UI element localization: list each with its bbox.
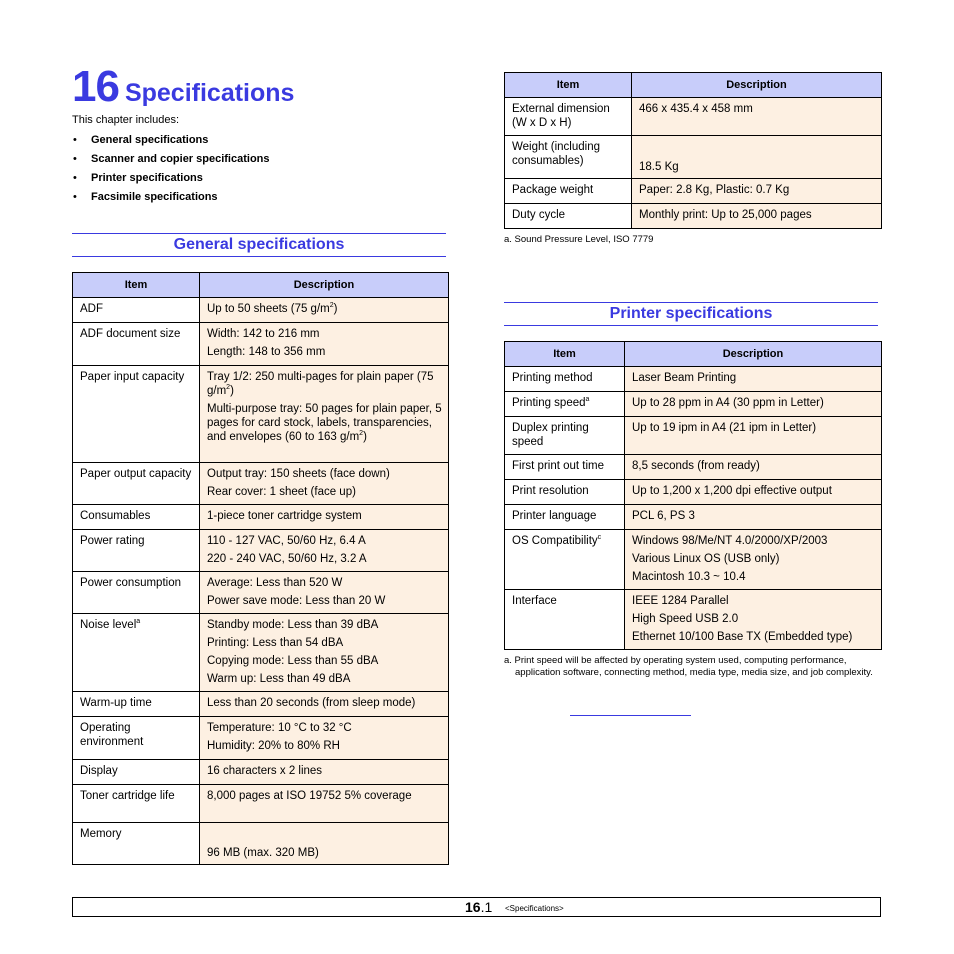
printer-specs-table — [504, 341, 882, 650]
item-cell: Consumables — [73, 505, 200, 530]
item-cell: Printing speed$^a$ — [505, 392, 625, 417]
table-row — [73, 692, 449, 717]
column-header-item: Item — [73, 273, 200, 298]
description-cell: 110 - 127 VAC, 50/60 Hz, 6.4 A 220 - 240 VAC, 50/60 Hz, 3.2 A — [200, 530, 449, 572]
table-row — [73, 717, 449, 760]
item-cell: ADF document size — [73, 323, 200, 366]
table-row — [505, 136, 882, 179]
description-cell: Tray 1/2: 250 multi-pages for plain paper (75 $g/m^2$) Multi-purpose tray: 50 pages for plain paper, 5 pages for card stock, labels, transparencies, and envelopes (60 to 163 $g/m^2$) — [200, 366, 449, 463]
table-row — [73, 505, 449, 530]
item-cell: Power consumption — [73, 572, 200, 614]
table-row — [505, 480, 882, 505]
table-row — [505, 590, 882, 650]
description-cell: 18.5 Kg — [632, 136, 882, 179]
description-cell: 466 x 435.4 x 458 mm — [632, 98, 882, 136]
toc-item[interactable]: • Facsimile specifications — [72, 188, 270, 207]
description-cell: Paper: 2.8 Kg, Plastic: 0.7 Kg — [632, 179, 882, 204]
footer-chapter-tag: <Specifications> — [505, 904, 564, 913]
footnote: a. Print speed will be affected by operating system used, computing performance, application software, connecting method, media type, media size, and job complexity. — [504, 655, 873, 678]
chapter-contents-list — [72, 131, 270, 207]
table-row — [73, 323, 449, 366]
toc-item[interactable]: • General specifications — [72, 131, 270, 150]
page-footer — [72, 897, 881, 917]
item-cell: Package weight — [505, 179, 632, 204]
item-cell: Memory — [73, 823, 200, 865]
general-specs-heading: General specifications — [72, 233, 446, 257]
toc-item[interactable]: • Printer specifications — [72, 169, 270, 188]
column-header-item: Item — [505, 342, 625, 367]
item-cell: Warm-up time — [73, 692, 200, 717]
table-row — [73, 530, 449, 572]
table-row — [505, 204, 882, 229]
item-cell: OS Compatibility$^c$ — [505, 530, 625, 590]
item-cell: Toner cartridge life — [73, 785, 200, 823]
item-cell: Print resolution — [505, 480, 625, 505]
table-row — [505, 505, 882, 530]
description-cell: Width: 142 to 216 mm Length: 148 to 356 mm — [200, 323, 449, 366]
description-cell: Up to 19 ipm in A4 (21 ipm in Letter) — [625, 417, 882, 455]
table-row — [73, 572, 449, 614]
description-cell: 8,000 pages at ISO 19752 5% coverage — [200, 785, 449, 823]
description-cell: 1-piece toner cartridge system — [200, 505, 449, 530]
table-row — [505, 392, 882, 417]
table-row — [73, 366, 449, 463]
item-cell: Duty cycle — [505, 204, 632, 229]
column-header-item: Item — [505, 73, 632, 98]
item-cell: Noise level$^a$ — [73, 614, 200, 692]
description-cell: Less than 20 seconds (from sleep mode) — [200, 692, 449, 717]
table-row — [73, 823, 449, 865]
page-title: Specifications — [124, 79, 295, 107]
table-row — [505, 417, 882, 455]
table-row — [505, 455, 882, 480]
table-row — [505, 530, 882, 590]
description-cell: 16 characters x 2 lines — [200, 760, 449, 785]
description-cell: Monthly print: Up to 25,000 pages — [632, 204, 882, 229]
description-cell: Average: Less than 520 W Power save mode: Less than 20 W — [200, 572, 449, 614]
description-cell: Output tray: 150 sheets (face down) Rear cover: 1 sheet (face up) — [200, 463, 449, 505]
description-cell: Standby mode: Less than 39 dBA Printing: Less than 54 dBA Copying mode: Less than 55 dBA Warm up: Less than 49 dBA — [200, 614, 449, 692]
item-cell: External dimension (W x D x H) — [505, 98, 632, 136]
column-header-description: Description — [200, 273, 449, 298]
chapter-title — [72, 62, 294, 112]
description-cell: Windows 98/Me/NT 4.0/2000/XP/2003 Various Linux OS (USB only) Macintosh 10.3 ~ 10.4 — [625, 530, 882, 590]
table-row — [505, 367, 882, 392]
item-cell: Operating environment — [73, 717, 200, 760]
item-cell: Paper output capacity — [73, 463, 200, 505]
general-specs-continued-table — [504, 72, 882, 229]
chapter-number: 16 — [72, 62, 119, 111]
description-cell: Up to 28 ppm in A4 (30 ppm in Letter) — [625, 392, 882, 417]
table-row — [73, 463, 449, 505]
table-row — [505, 179, 882, 204]
item-cell: Power rating — [73, 530, 200, 572]
column-header-description: Description — [632, 73, 882, 98]
item-cell: Display — [73, 760, 200, 785]
item-cell: Printing method — [505, 367, 625, 392]
intro-text: This chapter includes: — [72, 114, 179, 126]
table-row — [505, 98, 882, 136]
table-row — [73, 298, 449, 323]
description-cell: PCL 6, PS 3 — [625, 505, 882, 530]
general-specs-table — [72, 272, 449, 865]
table-row — [73, 760, 449, 785]
footnote: a. Sound Pressure Level, ISO 7779 — [504, 234, 654, 245]
item-cell: Weight (including consumables) — [505, 136, 632, 179]
description-cell: Up to 50 sheets (75 $g/m^2$) — [200, 298, 449, 323]
description-cell: 96 MB (max. 320 MB) — [200, 823, 449, 865]
item-cell: ADF — [73, 298, 200, 323]
printer-specs-heading: Printer specifications — [504, 302, 878, 326]
item-cell: Duplex printing speed — [505, 417, 625, 455]
description-cell: Temperature: 10 °C to 32 °C Humidity: 20% to 80% RH — [200, 717, 449, 760]
description-cell: Up to 1,200 x 1,200 dpi effective output — [625, 480, 882, 505]
description-cell: 8,5 seconds (from ready) — [625, 455, 882, 480]
item-cell: Paper input capacity — [73, 366, 200, 463]
table-row — [73, 614, 449, 692]
page-number: 16.1 — [465, 899, 493, 915]
item-cell: Printer language — [505, 505, 625, 530]
description-cell: IEEE 1284 Parallel High Speed USB 2.0 Ethernet 10/100 Base TX (Embedded type) — [625, 590, 882, 650]
description-cell: Laser Beam Printing — [625, 367, 882, 392]
divider — [570, 715, 691, 716]
toc-item[interactable]: • Scanner and copier specifications — [72, 150, 270, 169]
table-row — [73, 785, 449, 823]
item-cell: Interface — [505, 590, 625, 650]
column-header-description: Description — [625, 342, 882, 367]
item-cell: First print out time — [505, 455, 625, 480]
